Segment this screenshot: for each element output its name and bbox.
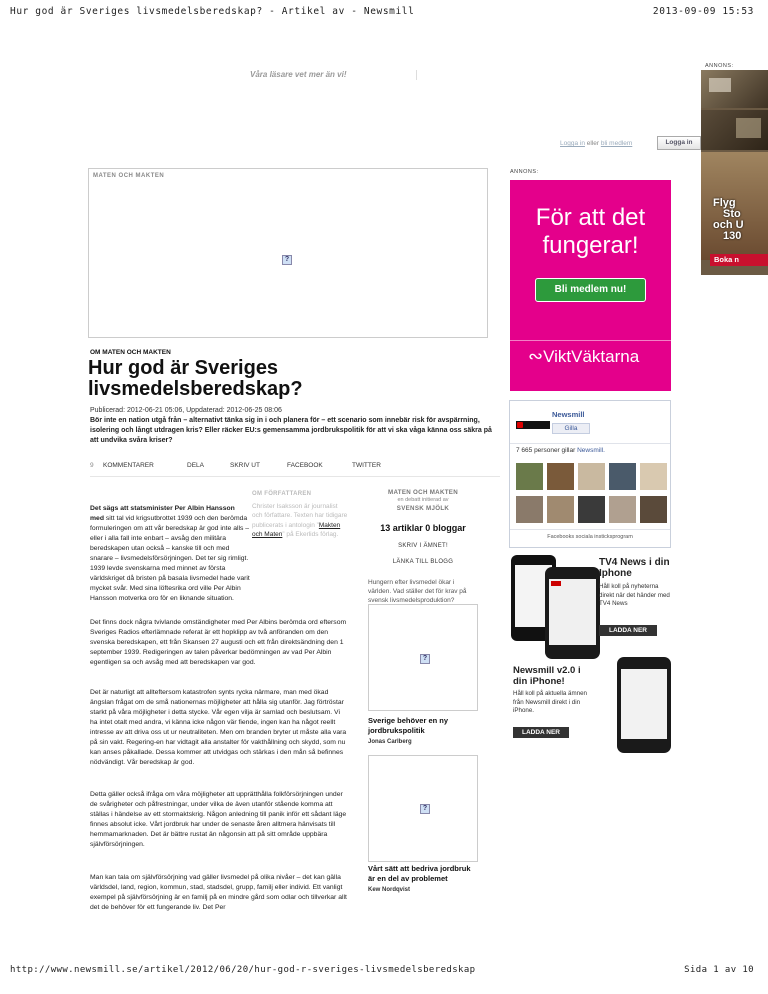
avatar[interactable] xyxy=(516,463,543,490)
avatar[interactable] xyxy=(578,463,605,490)
avatar[interactable] xyxy=(640,496,667,523)
login-button[interactable]: Logga in xyxy=(657,136,701,150)
facebook-page-name[interactable]: Newsmill xyxy=(552,410,585,419)
avatar[interactable] xyxy=(609,463,636,490)
travel-ad[interactable] xyxy=(701,70,768,275)
travel-ad-text: Flyg Sto och U 130 xyxy=(713,197,744,242)
avatar[interactable] xyxy=(547,463,574,490)
tv4-download-button[interactable]: LADDA NER xyxy=(599,625,657,636)
twitter-link[interactable]: TWITTER xyxy=(352,462,381,469)
iphone-screen xyxy=(549,579,596,645)
tv4-app-title: TV4 News i din Iphone xyxy=(599,557,670,579)
newsmill-logo xyxy=(516,421,550,429)
debate-title[interactable]: MATEN OCH MAKTEN xyxy=(388,489,458,496)
newsmill-app-text: Håll koll på aktuella ämnen från Newsmill direkt i din iPhone. xyxy=(513,690,587,714)
debate-box xyxy=(368,489,478,605)
author-box xyxy=(252,490,348,540)
iphone-image xyxy=(617,657,671,753)
share-link[interactable]: DELA xyxy=(187,462,204,469)
print-footer-page: Sida 1 av 10 xyxy=(684,965,754,975)
avatar[interactable] xyxy=(547,496,574,523)
tagline: Våra läsare vet mer än vi! xyxy=(250,70,347,79)
facebook-link[interactable]: FACEBOOK xyxy=(287,462,323,469)
travel-ad-cta[interactable]: Boka n xyxy=(710,254,768,266)
debate-article-1[interactable] xyxy=(368,716,478,746)
debate-teaser: Hungern efter livsmedel ökar i världen. Vad ställer det för krav på svensk livsmedelsproduktion? xyxy=(368,579,467,605)
avatar[interactable] xyxy=(640,463,667,490)
iphone-image xyxy=(545,567,600,659)
debate-article-1-title[interactable]: Sverige behöver en ny jordbrukspolitik xyxy=(368,716,449,735)
viktvaktarna-ad[interactable] xyxy=(510,180,671,391)
author-box-title: OM FÖRFATTAREN xyxy=(252,491,312,497)
viktvaktarna-headline: För att det fungerar! xyxy=(535,204,646,259)
broken-image-icon: ? xyxy=(420,804,430,814)
debate-article-1-author: Jonas Carlberg xyxy=(368,739,412,745)
tv4-app-text: Håll koll på nyheterna direkt när det händer med TV4 News xyxy=(599,583,670,607)
book-link[interactable]: Makten och Maten xyxy=(252,521,341,538)
avatar[interactable] xyxy=(609,496,636,523)
author-box-text-end: ” på Ekerlids förlag. xyxy=(282,531,339,538)
debate-article-image[interactable] xyxy=(368,604,478,711)
divider xyxy=(90,476,500,477)
iphone-screen xyxy=(621,669,667,739)
broken-image-icon: ? xyxy=(282,255,292,265)
debate-article-2-title[interactable]: Vårt sätt att bedriva jordbruk är en del av problemet xyxy=(368,864,471,883)
article-paragraph-5: Man kan tala om självförsörjning vad gäller livsmedel på olika nivåer – det kan gälla världsdel, land, region, kommun, stad, stadsdel, grupp, familj eller individ. Ett vanligt exempel på självförsörjning är en familj på en mindre gård som odlar och tillverkar allt det de behöver för ett fungerande liv. Det Per xyxy=(90,874,347,911)
viktvaktarna-join-button[interactable]: Bli medlem nu! xyxy=(535,278,646,302)
debate-subtitle: en debatt initierad av xyxy=(397,497,449,504)
debate-stats: 13 artiklar 0 bloggar xyxy=(380,523,466,534)
debate-article-2[interactable] xyxy=(368,864,478,894)
share-bar xyxy=(90,462,500,474)
section-banner-label: MATEN OCH MAKTEN xyxy=(93,173,165,179)
divider xyxy=(510,443,670,444)
article-paragraph-3: Det är naturligt att allteftersom katastrofen synts rycka närmare, man med ökad ängslan frågat om de små nationernas möjligheter att hålla sig utanför. Jag förtröstar starkt på våra möjligheter i detta stycke. Vår egen vilja är samlad och beslutsam. Vi ha intet otalt med andra, vi känna icke någon vär fiende, ingen kan ha något reellt intresse av att driva oss ut ur neutraliteten. Men om branden bryter ut måste alla vara på sin vakt. Regering-en har vidtagit alla anstalter för vakthållning och skydd, som nu kan anses påkallade. Dessa kommer att utvidgas och stärkas i den mån så befinnes nödvändigt. Vår beredskap är god. xyxy=(90,689,347,766)
article-paragraph-4: Detta gäller också ifråga om våra möjligheter att upprätthålla folkförsörjningen under de svårigheter och påfrestningar, under vilka de även utanför stående komma att ställas i händelse av ett stormaktskrig. Någon anledning till panik inför ett sådant läge finnes absolut icke. Vårt jordbruk har under de senaste åren alltmera hänvisats till hemmamarknaden. Det är bättre rustat än någonsin att på sitt område uppbära självförsörjningen. xyxy=(90,791,347,848)
newsmill-app-title: Newsmill v2.0 i din iPhone! xyxy=(513,665,581,687)
avatar[interactable] xyxy=(516,496,543,523)
article-paragraph-1-body xyxy=(90,504,250,604)
divider xyxy=(510,529,670,530)
debate-sponsor: SVENSK MJÖLK xyxy=(396,504,450,512)
article-title: Hur god är Sveriges livsmedelsberedskap? xyxy=(88,357,303,400)
divider xyxy=(510,340,671,341)
tv4-logo-icon xyxy=(551,581,561,586)
link-to-blog-link[interactable]: LÄNKA TILL BLOGG xyxy=(392,559,454,566)
debate-article-2-author: Kew Nordqvist xyxy=(368,887,411,893)
comment-count: 9 xyxy=(90,462,94,469)
facebook-like-button[interactable]: Gilla xyxy=(552,423,590,434)
ad-label-top: ANNONS: xyxy=(705,63,734,69)
newsmill-download-button[interactable]: LADDA NER xyxy=(513,727,569,738)
divider xyxy=(416,70,417,80)
travel-ad-photo-detail xyxy=(709,78,731,92)
write-in-topic-link[interactable]: SKRIV I ÄMNET! xyxy=(398,543,448,550)
become-member-link[interactable]: bli medlem xyxy=(600,140,633,147)
paragraph-bold-lead: Det sägs att statsminister Per Albin Hansson med xyxy=(90,505,235,522)
viktvaktarna-logo: ∾ViktVäktarna xyxy=(528,346,640,366)
print-header-title: Hur god är Sveriges livsmedelsberedskap? - Artikel av - Newsmill xyxy=(10,6,415,17)
print-header-datetime: 2013-09-09 15:53 xyxy=(652,6,754,17)
or-text: eller xyxy=(584,140,601,147)
tv4-logo-icon xyxy=(517,422,523,428)
comments-link[interactable]: KOMMENTARER xyxy=(103,462,154,469)
section-banner[interactable] xyxy=(88,168,488,338)
login-links xyxy=(560,140,632,149)
facebook-like-count: 7 665 personer gillar Newsmill. xyxy=(516,447,605,454)
ad-label-viktvaktarna: ANNONS: xyxy=(510,169,539,175)
paragraph-text: sitt tal vid krigsutbrottet 1939 och den berömda formuleringen om att vår beredskap är god inte alls – eller i alla fall inte enbart – avsåg den militära beredskapen utan också – kanske till och med snarare – livsmedelsförsörjningen. Det ter sig rimligt. 1939 levde svenskarna med minnet av första världskriget då bristen på basala livsmedel hade varit mycket svår. Med sina löftesrika ord ville Per Albin Hansson motverka oro för en liknande situation. xyxy=(90,515,250,602)
facebook-faces xyxy=(516,463,666,525)
article-published: Publicerad: 2012-06-21 05:06, Uppdaterad: 2012-06-25 08:06 xyxy=(90,407,282,414)
print-footer-url: http://www.newsmill.se/artikel/2012/06/20/hur-god-r-sveriges-livsmedelsberedskap xyxy=(10,965,476,975)
viktvaktarna-swirl-icon: ∾ xyxy=(528,346,544,366)
travel-ad-photo-detail-2 xyxy=(736,118,761,138)
author-box-text: Christer Isaksson är journalist och författare. Texten har tidigare publicerats i antologin ” xyxy=(252,502,348,529)
app-ad[interactable] xyxy=(509,555,671,768)
print-link[interactable]: SKRIV UT xyxy=(230,462,260,469)
article-kicker[interactable]: OM MATEN OCH MAKTEN xyxy=(90,349,171,356)
debate-article-image-2[interactable] xyxy=(368,755,478,862)
broken-image-icon: ? xyxy=(420,654,430,664)
article-paragraph-2: Det finns dock några tvivlande omständigheter med Per Albins berömda ord eftersom Sveriges Radios efterlämnade referat är ett hopklipp av två anföranden om den svenska beredskapen, ett från Skansen 27 augusti och ett från direktsändning den 1 september 1939. Redigeringen av talen påverkar bedömningen av vad Per Albin egentligen sa och avsåg med att beredskapen var god. xyxy=(90,619,347,666)
avatar[interactable] xyxy=(578,496,605,523)
facebook-like-box xyxy=(509,400,671,548)
article-lead: Bör inte en nation utgå från – alternativt tänka sig in i och planera för – ett scenario som innebär risk för avspärrning, isolering och långt utdragen kris? Eller räcker EU:s gemensamma jordbrukspolitik för att vi ska våga känna oss säkra på att undvika svåra kriser? xyxy=(90,417,492,444)
login-link[interactable]: Logga in xyxy=(560,140,585,147)
facebook-plugin-footer: Facebooks sociala insticksprogram xyxy=(547,534,633,540)
